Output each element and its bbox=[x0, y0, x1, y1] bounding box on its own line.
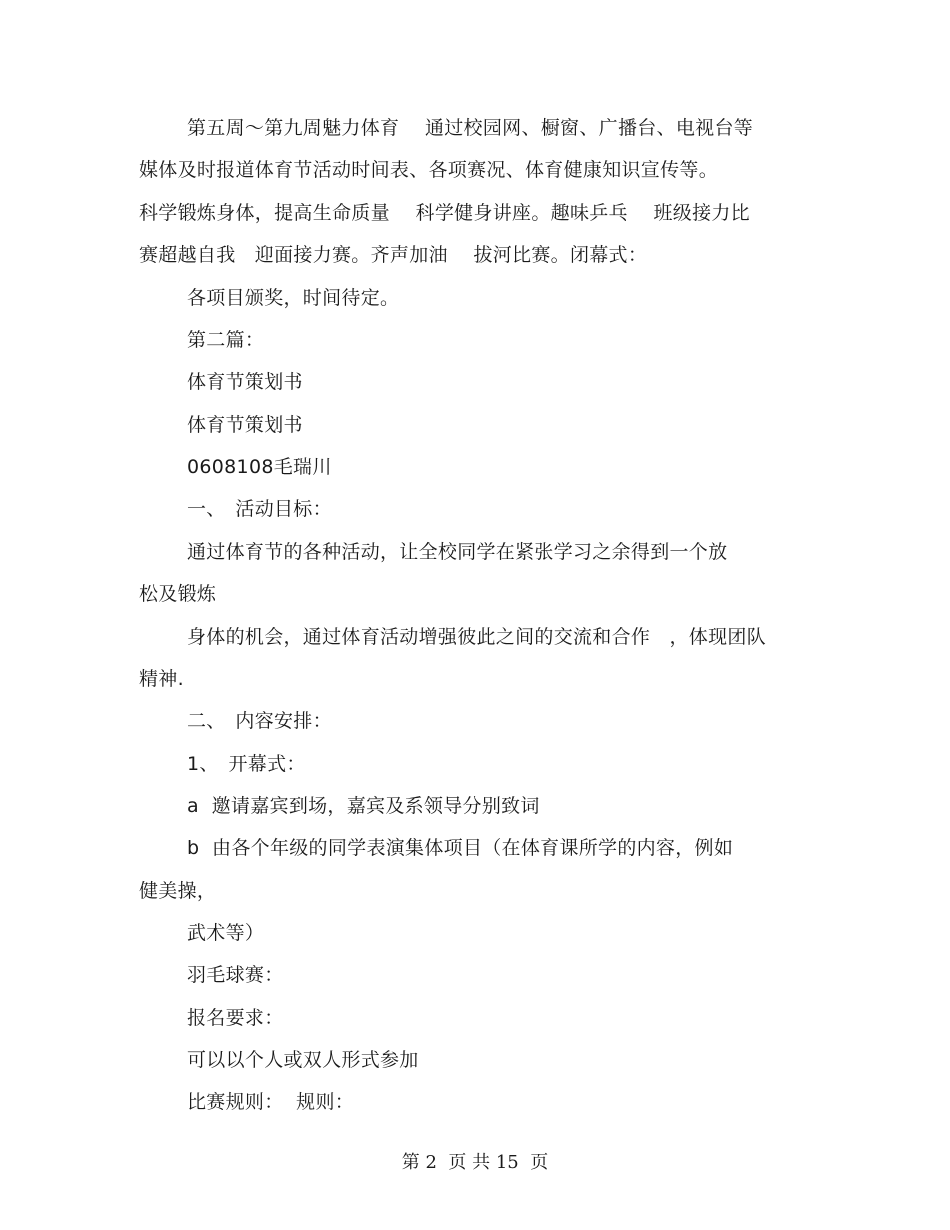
paragraph-line: 各项目颁奖，时间待定。 bbox=[187, 287, 400, 309]
paragraph-line: 报名要求： bbox=[187, 1007, 284, 1029]
paragraph-line: 比赛规则： 规则： bbox=[187, 1091, 355, 1113]
document-title: 体育节策划书 bbox=[187, 414, 303, 436]
paragraph-line: 可以以个人或双人形式参加 bbox=[187, 1049, 419, 1071]
subsection-heading: 1、 开幕式： bbox=[187, 753, 306, 775]
list-item: b 由各个年级的同学表演集体项目（在体育课所学的内容，例如 bbox=[187, 837, 734, 859]
paragraph-line: 身体的机会，通过体育活动增强彼此之间的交流和合作 ，体现团队 bbox=[187, 626, 767, 648]
subsection-heading: 羽毛球赛： bbox=[187, 964, 284, 986]
author-line: 0608108毛瑞川 bbox=[187, 456, 332, 478]
paragraph-line: 松及锻炼 bbox=[139, 583, 217, 605]
page-footer: 第 2 页 共 15 页 bbox=[401, 1152, 549, 1173]
paragraph-line: 健美操， bbox=[139, 880, 217, 902]
document-title: 体育节策划书 bbox=[187, 371, 303, 393]
paragraph-line: 媒体及时报道体育节活动时间表、各项赛况、体育健康知识宣传等。 bbox=[139, 159, 719, 181]
section-heading: 二、 内容安排： bbox=[187, 710, 332, 732]
paragraph-line: 武术等） bbox=[187, 922, 265, 944]
section-heading: 第二篇： bbox=[187, 329, 265, 351]
paragraph-line: 通过体育节的各种活动，让全校同学在紧张学习之余得到一个放 bbox=[187, 541, 728, 563]
paragraph-line: 科学锻炼身体，提高生命质量 科学健身讲座。趣味乒乓 班级接力比 bbox=[139, 202, 750, 224]
paragraph-line: 精神. bbox=[139, 668, 184, 690]
section-heading: 一、 活动目标： bbox=[187, 498, 332, 520]
list-item: a 邀请嘉宾到场，嘉宾及系领导分别致词 bbox=[187, 795, 540, 817]
paragraph-line: 第五周～第九周魅力体育 通过校园网、橱窗、广播台、电视台等 bbox=[187, 117, 754, 139]
paragraph-line: 赛超越自我 迎面接力赛。齐声加油 拔河比赛。闭幕式： bbox=[139, 244, 648, 266]
